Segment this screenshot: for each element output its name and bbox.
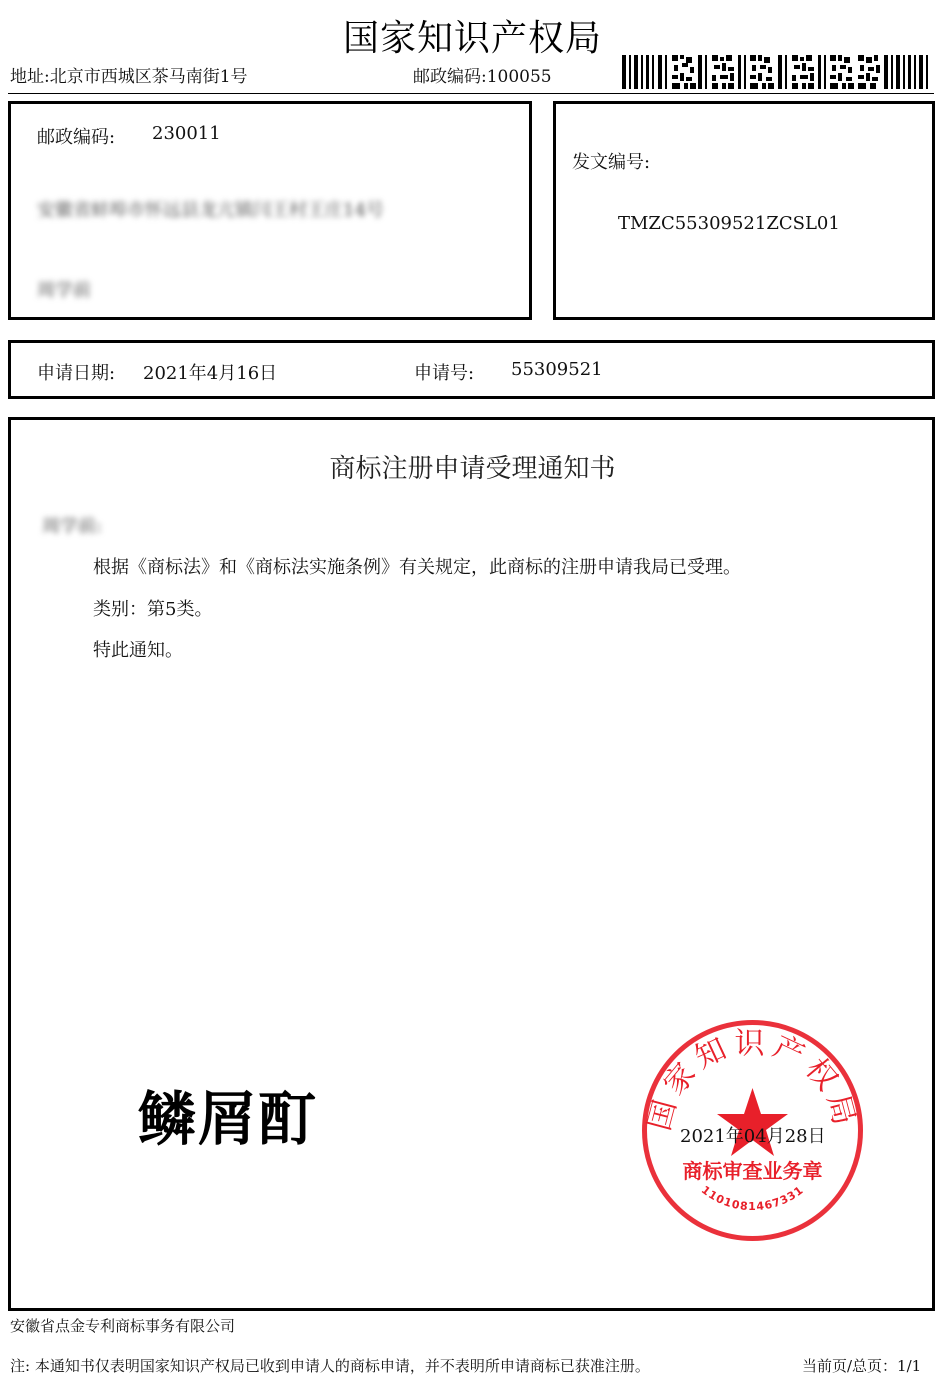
footer-page-indicator: 当前页/总页：1/1: [802, 1357, 922, 1375]
seal-dept-text: 商标审查业务章: [682, 1159, 823, 1183]
notice-closing: 特此通知。: [93, 640, 183, 661]
footer-note: 注: 本通知书仅表明国家知识产权局已收到申请人的商标申请，并不表明所申请商标已获准注册。: [10, 1357, 650, 1375]
barcode-icon: [622, 55, 930, 89]
application-date-value: 2021年4月16日: [143, 363, 278, 384]
seal-org-text: 国家知识产权局: [642, 1026, 863, 1135]
notice-salutation: 周学前:: [42, 516, 103, 537]
notice-body: 根据《商标法》和《商标法实施条例》有关规定，此商标的注册申请我局已受理。: [93, 557, 741, 578]
seal-serial: 1101081467331: [698, 1183, 807, 1214]
application-number-value: 55309521: [511, 359, 603, 380]
recipient-postcode-label: 邮政编码:: [37, 127, 116, 148]
document-number-value: TMZC55309521ZCSL01: [618, 213, 840, 234]
application-number-label: 申请号:: [414, 363, 475, 384]
footer-agency: 安徽省点金专利商标事务有限公司: [10, 1317, 236, 1335]
trademark-signature: 鳞屑酊: [138, 1085, 319, 1153]
application-date-label: 申请日期:: [37, 363, 116, 384]
document-number-box: [553, 101, 935, 320]
notice-category: 类别：第5类。: [93, 599, 213, 620]
recipient-postcode-value: 230011: [152, 123, 221, 144]
notice-title: 商标注册申请受理通知书: [329, 454, 616, 484]
recipient-name: 周学前: [37, 280, 91, 301]
header-rule: [8, 93, 934, 94]
header-title: 国家知识产权局: [342, 18, 602, 59]
office-address: 地址:北京市西城区茶马南街1号: [10, 67, 248, 87]
recipient-address: 安徽省蚌埠市怀远县龙亢镇闫王村王庄14号: [37, 200, 384, 221]
office-postcode: 邮政编码:100055: [413, 67, 552, 87]
document-number-label: 发文编号:: [572, 152, 651, 173]
seal-date: 2021年04月28日: [680, 1126, 826, 1147]
